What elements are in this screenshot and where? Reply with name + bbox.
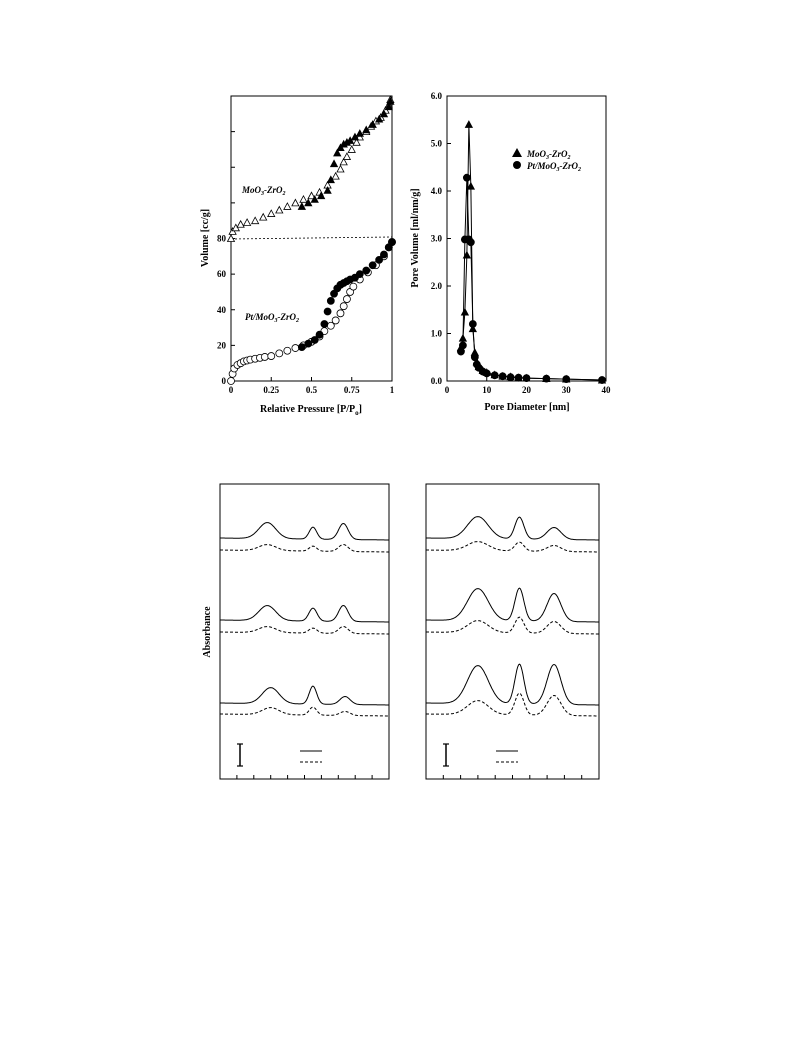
isotherm-x-axis-label: Relative Pressure $[P/P_o]$	[260, 404, 362, 417]
pore-point	[469, 321, 476, 328]
isotherm-point	[276, 350, 283, 357]
pore-point	[499, 373, 506, 380]
isotherm-point	[369, 262, 376, 269]
spectrum-trace-dashed	[426, 693, 599, 716]
pore-point	[467, 239, 474, 246]
isotherm-point	[252, 217, 259, 224]
spectrum-trace-dashed	[426, 617, 599, 634]
isotherm-point	[332, 173, 339, 180]
isotherm-x-tick-label: 0.5	[305, 385, 318, 395]
pore-y-axis-label: Pore Volume [ml/nm/g]	[410, 188, 421, 288]
isotherm-x-tick-label: 0.25	[263, 385, 280, 395]
isotherm-point	[237, 221, 244, 228]
isotherm-point	[340, 303, 347, 310]
isotherm-point	[350, 283, 357, 290]
legend-label-pt-moo3-zro2: Pt/MoO$_3$-ZrO$_2$	[527, 161, 582, 173]
isotherm-point	[298, 344, 305, 351]
pore-point	[483, 370, 490, 377]
pore-point	[471, 354, 478, 361]
pore-series-line	[461, 178, 602, 380]
isotherm-annotation-pt-moo3-zro2: Pt/MoO$_3$-ZrO$_2$	[245, 312, 300, 324]
isotherm-point	[260, 214, 267, 221]
isotherm-point	[356, 271, 363, 278]
isotherm-y-tick-label: 40	[217, 304, 226, 315]
pore-distribution-chart	[410, 91, 611, 413]
isotherm-y-tick-label: 20	[217, 340, 226, 351]
legend-label-moo3-zro2: MoO$_3$-ZrO$_2$	[527, 149, 571, 161]
isotherm-point	[305, 340, 312, 347]
spectrum-trace-solid	[426, 588, 599, 622]
pore-legend	[512, 148, 581, 173]
pore-point	[459, 342, 466, 349]
pore-point	[523, 375, 530, 382]
isotherm-point	[337, 166, 344, 173]
spectra-ticks	[237, 775, 582, 779]
pore-x-tick-label: 10	[482, 385, 492, 395]
isotherm-point	[343, 153, 350, 160]
pore-x-tick-label: 40	[601, 385, 611, 395]
isotherm-point	[284, 203, 291, 210]
pore-x-tick-label: 20	[522, 385, 531, 395]
pore-x-axis-label: Pore Diameter [nm]	[484, 402, 570, 413]
isotherm-point	[327, 297, 334, 304]
pore-point	[463, 174, 470, 181]
spectrum-trace-solid	[426, 664, 599, 705]
spectra-y-axis-label: Absorbance	[202, 606, 213, 658]
pore-point	[563, 376, 570, 383]
spectrum-trace-dashed	[220, 627, 389, 635]
spectrum-trace-dashed	[426, 542, 599, 552]
spectrum-trace-dashed	[220, 707, 389, 716]
pore-y-tick-label: 4.0	[430, 186, 442, 196]
isotherm-ticks	[217, 96, 395, 395]
isotherm-x-tick-label: 0	[228, 385, 234, 395]
spectrum-trace-solid	[220, 606, 389, 623]
pore-y-tick-label: 0.0	[430, 376, 442, 386]
spectra-charts	[202, 484, 599, 779]
isotherm-point	[228, 378, 235, 385]
isotherm-offset-guide-line	[231, 237, 392, 239]
isotherm-point	[324, 308, 331, 315]
isotherm-x-tick-label: 1	[389, 385, 395, 395]
isotherm-points	[228, 96, 396, 384]
pore-y-tick-label: 3.0	[430, 233, 442, 244]
isotherm-point	[363, 267, 370, 274]
isotherm-point	[343, 296, 350, 303]
isotherm-x-tick-label: 0.75	[343, 385, 360, 395]
isotherm-point	[292, 199, 299, 206]
isotherm-point	[292, 345, 299, 352]
pore-point	[507, 374, 514, 381]
isotherm-point	[268, 353, 275, 360]
isotherm-point	[331, 160, 338, 167]
isotherm-point	[316, 331, 323, 338]
spectrum-trace-solid	[426, 517, 599, 540]
isotherm-point	[261, 353, 268, 360]
isotherm-y-tick-label: 80	[217, 233, 226, 244]
isotherm-point	[389, 239, 396, 246]
pore-point	[461, 309, 468, 316]
spectra-right-scale-legend	[443, 744, 518, 766]
isotherm-chart	[200, 96, 396, 417]
pore-point	[599, 377, 606, 384]
isotherm-point	[300, 196, 307, 203]
spectrum-trace-solid	[220, 686, 389, 705]
isotherm-annotation-moo3-zro2: MoO$_3$-ZrO$_2$	[242, 185, 286, 197]
spectrum-trace-dashed	[220, 545, 389, 553]
pore-y-tick-label: 5.0	[430, 138, 442, 149]
isotherm-point	[348, 146, 355, 153]
pore-x-tick-label: 30	[561, 385, 571, 395]
pore-point	[491, 372, 498, 379]
isotherm-y-tick-label: 60	[217, 269, 226, 280]
spectra-right-traces	[426, 517, 599, 716]
pore-y-tick-label: 2.0	[430, 281, 442, 291]
legend-marker-moo3-zro2	[512, 148, 522, 157]
isotherm-point	[321, 321, 328, 328]
pore-point	[515, 374, 522, 381]
isotherm-point	[337, 310, 344, 317]
spectra-left-frame	[220, 484, 389, 779]
pore-point	[465, 121, 472, 128]
spectra-left-scale-legend	[237, 744, 322, 766]
isotherm-point	[284, 347, 291, 354]
isotherm-y-axis-label: Volume [cc/g]	[200, 208, 211, 268]
isotherm-point	[268, 210, 275, 217]
isotherm-point	[276, 207, 283, 214]
pore-point	[543, 375, 550, 382]
spectrum-trace-solid	[220, 523, 389, 540]
pore-y-tick-label: 6.0	[430, 91, 442, 101]
spectra-left-traces	[220, 523, 389, 716]
isotherm-point	[332, 317, 339, 324]
pore-x-tick-label: 0	[444, 385, 450, 395]
legend-marker-pt-moo3-zro2	[513, 161, 521, 169]
isotherm-point	[244, 219, 251, 226]
isotherm-point	[380, 251, 387, 258]
pore-y-tick-label: 1.0	[430, 328, 442, 339]
isotherm-y-tick-label: 0	[221, 376, 226, 386]
